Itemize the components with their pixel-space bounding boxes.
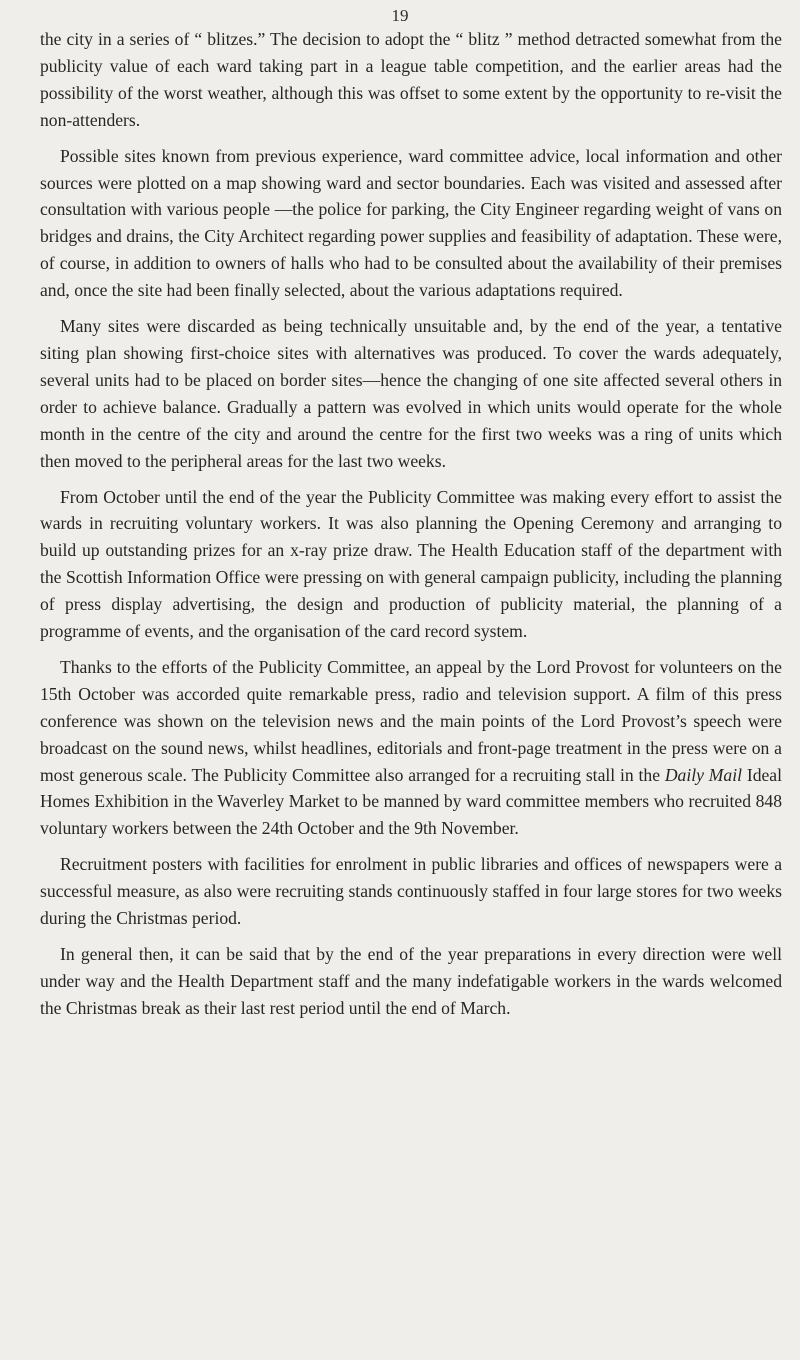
paragraph-siting-plan: Many sites were discarded as being technically unsuitable and, by the end of the year, a tentative siting plan showing first-choice sites with alternatives was produced. To cover the wards adequately, several units had to be placed on border sites—hence the changing of one site affected several others in order to achieve balance. Gradually a pattern was evolved in which units would operate for the whole month in the centre of the city and around the centre for the first two weeks was a ring of units which then moved to the peripheral areas for the last two weeks. (40, 316, 782, 471)
appeal-text-start: Thanks to the efforts of the Publicity Committee, an appeal by the Lord Provost for volunteers on the 15th October was accorded quite remarkable press, radio and television support. A film of this press conference was shown on the television news and the main points of the Lord Provost’s speech were broadcast on the sound news, whilst headlines, editorials and front-page treatment in the press were on a most generous scale. The Publicity Committee also arranged for a recruiting stall in the (40, 656, 782, 785)
paragraph-continuation: the city in a series of “ blitzes.” The decision to adopt the “ blitz ” method detracted somewhat from the publicity value of each ward taking part in a league table competition, and the earlier areas had the possibility of the worst weather, although this was offset to some extent by the opportunity to re-visit the non-attenders. (40, 29, 782, 130)
paragraph-conclusion: In general then, it can be said that by the end of the year preparations in every direction were well under way and the Health Department staff and the many indefatigable workers in the wards welcomed the Christmas break as their last rest period until the end of March. (40, 944, 782, 1018)
appeal-text-end: Ideal Homes Exhibition in the Waverley Market to be manned by ward committee members who recruited 848 voluntary workers between the 24th October and the 9th November. (40, 764, 782, 839)
paragraph-recruitment-posters: Recruitment posters with facilities for enrolment in public libraries and offices of newspapers were a successful measure, as also were recruiting stands continuously staffed in four large stores for two weeks during the Christmas period. (40, 854, 782, 929)
newspaper-title: Daily Mail (664, 764, 742, 785)
page-number: 19 (391, 6, 409, 25)
paragraph-publicity-planning: From October until the end of the year the Publicity Committee was making every effort to assist the wards in recruiting voluntary workers. It was also planning the Opening Ceremony and arranging to build up outstanding prizes for an x-ray prize draw. The Health Education staff of the department with the Scottish Information Office were pressing on with general campaign publicity, including the planning of press display advertising, the design and production of publicity material, the planning of a programme of events, and the organisation of the card record system. (40, 486, 782, 642)
paragraph-lord-provost-appeal (40, 654, 782, 842)
paragraph-site-selection: Possible sites known from previous experience, ward committee advice, local information and other sources were plotted on a map showing ward and sector boundaries. Each was visited and assessed after consultation with various people —the police for parking, the City Engineer regarding weight of vans on bridges and drains, the City Architect regarding power supplies and feasibility of adaptation. These were, of course, in addition to owners of halls who had to be consulted about the availability of their premises and, once the site had been finally selected, about the various adaptations required. (40, 145, 782, 301)
body-text (40, 26, 782, 1031)
